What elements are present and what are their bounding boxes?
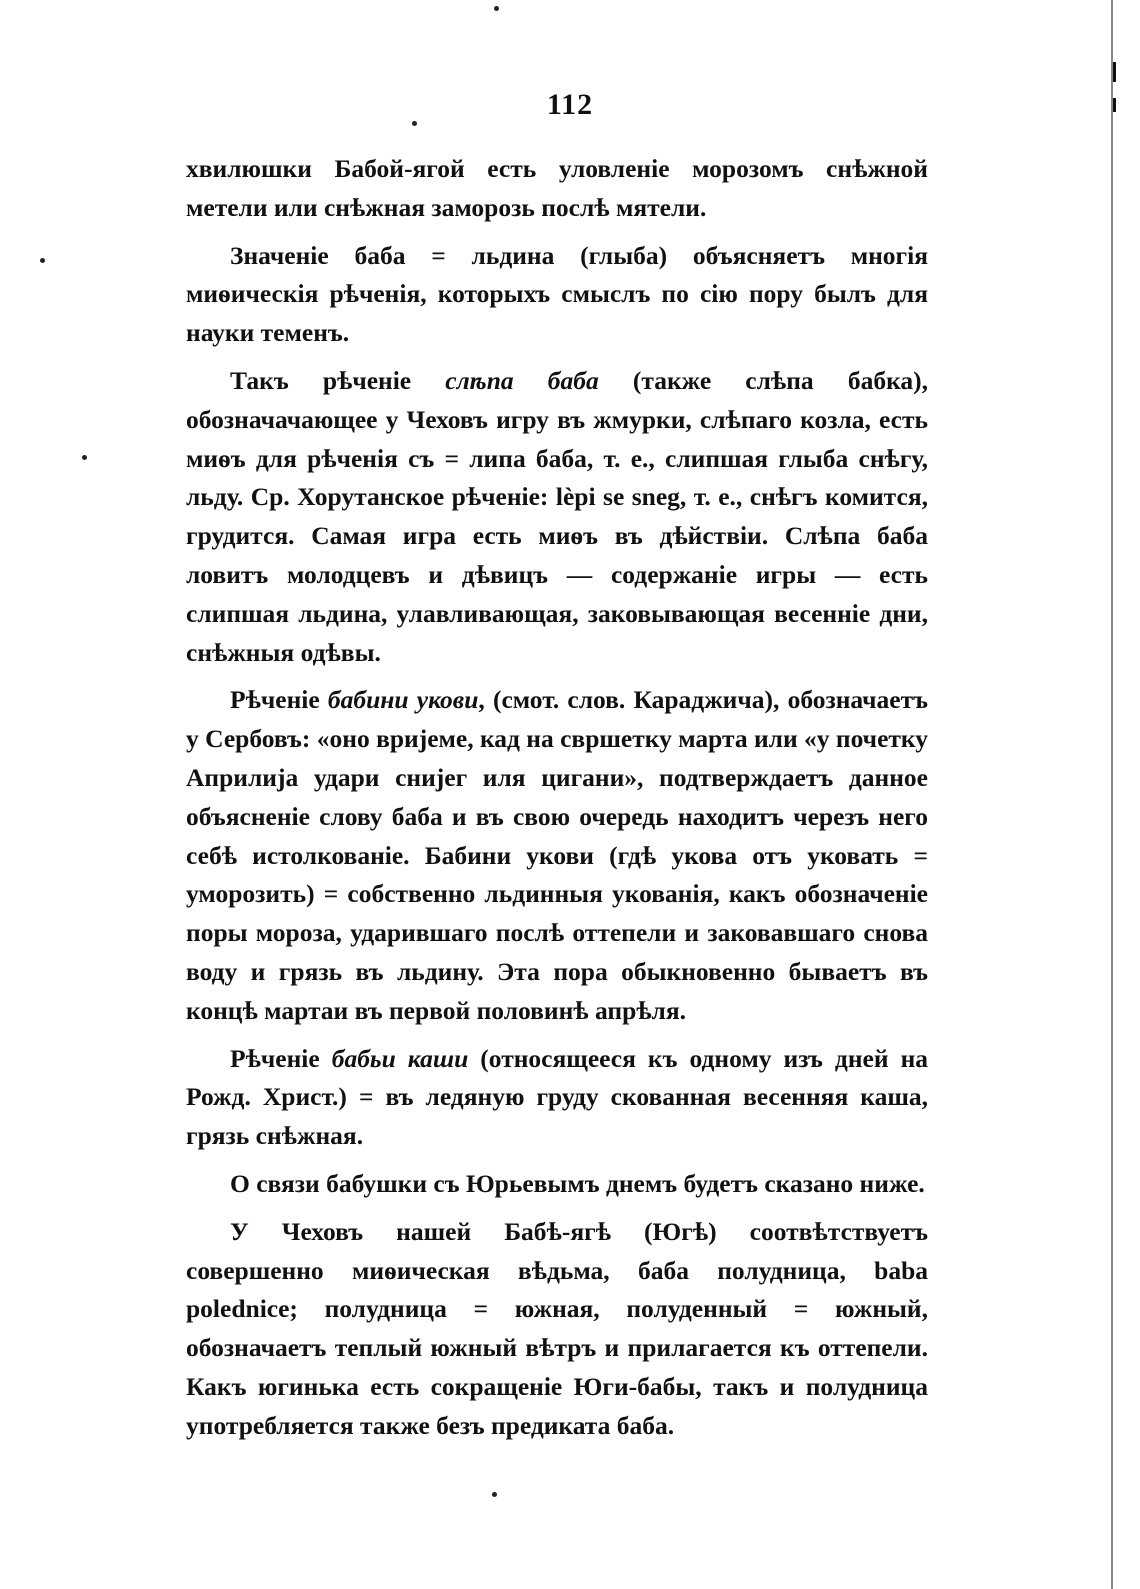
scan-speck [492, 1492, 497, 1497]
paragraph-text: (относящееся къ одному изъ дней на Рожд. Христ.) = въ ледяную груду скованная весенняя каша, грязь снѣжная. [186, 1043, 929, 1151]
paragraph-4 [186, 681, 928, 1030]
italic-term: слѣпа баба [445, 365, 599, 395]
page-number: 112 [546, 88, 594, 121]
paragraph-text: Рѣченіе [230, 685, 328, 715]
paragraph-2 [186, 237, 928, 353]
italic-term: бабини укови [327, 685, 479, 715]
paragraph-5 [186, 1040, 928, 1156]
paragraph-7 [186, 1213, 928, 1446]
scan-page-edge [1111, 0, 1113, 1589]
paragraph-text: Значеніе баба = льдина (глыба) объясняетъ многія миѳическія рѣченія, которыхъ смыслъ по сію пору былъ для науки теменъ. [186, 240, 928, 348]
scan-speck [494, 6, 499, 11]
scan-speck [40, 258, 45, 263]
paragraph-text: (также слѣпа бабка), обозначачающее у Чеховъ игру въ жмурки, слѣпаго козла, есть миѳъ для рѣченія съ = липа баба, т. е., слипшая глыба снѣгу, льду. Ср. Хорутанское рѣченіе: lèpi se sneg, т. е., снѣгъ комится, грудится. Самая игра есть миѳъ въ дѣйствіи. Слѣпа баба ловитъ молодцевъ и дѣвицъ — содержаніе игры — есть слипшая льдина, улавливающая, заковывающая весенніе дни, снѣжныя одѣвы. [186, 365, 928, 667]
body-text [186, 150, 928, 1452]
paragraph-1 [186, 150, 928, 228]
italic-term: бабьи каши [331, 1043, 469, 1073]
paragraph-3 [186, 362, 928, 672]
scan-edge-mark [1113, 62, 1116, 82]
paragraph-text: Рѣченіе [230, 1043, 332, 1073]
paragraph-text: О связи бабушки съ Юрьевымъ днемъ будетъ сказано ниже. [230, 1168, 925, 1198]
paragraph-text: Такъ рѣченіе [230, 365, 446, 395]
paragraph-text: У Чеховъ нашей Бабѣ-ягѣ (Югѣ) соотвѣтствуетъ совершенно миѳическая вѣдьма, баба полудница, baba polednice; полудница = южная, полуденный = южный, обозначаетъ теплый южный вѣтръ и прилагается къ оттепели. Какъ югинька есть сокращеніе Юги-бабы, такъ и полудница употребляется также безъ предиката баба. [186, 1216, 928, 1440]
paragraph-6 [186, 1165, 928, 1204]
paragraph-text: хвилюшки Бабой-ягой есть уловленіе морозомъ снѣжной метели или снѣжная заморозь послѣ мятели. [186, 154, 928, 222]
paragraph-text: , (смот. слов. Караджича), обозначаетъ у Сербовъ: «оно вријеме, кад на свршетку марта или «у почетку Априлија удари снијег иля цигани», подтверждаетъ данное объясненіе слову баба и въ свою очередь находитъ черезъ него себѣ истолкованіе. Бабини укови (гдѣ укова отъ уковать = уморозить) = собственно льдинныя укованія, какъ обозначеніе поры мороза, ударившаго послѣ оттепели и заковавшаго снова воду и грязь въ льдину. Эта пора обыкновенно бываетъ въ концѣ мартаи въ первой половинѣ апрѣля. [186, 685, 928, 1025]
scan-speck [82, 455, 87, 460]
